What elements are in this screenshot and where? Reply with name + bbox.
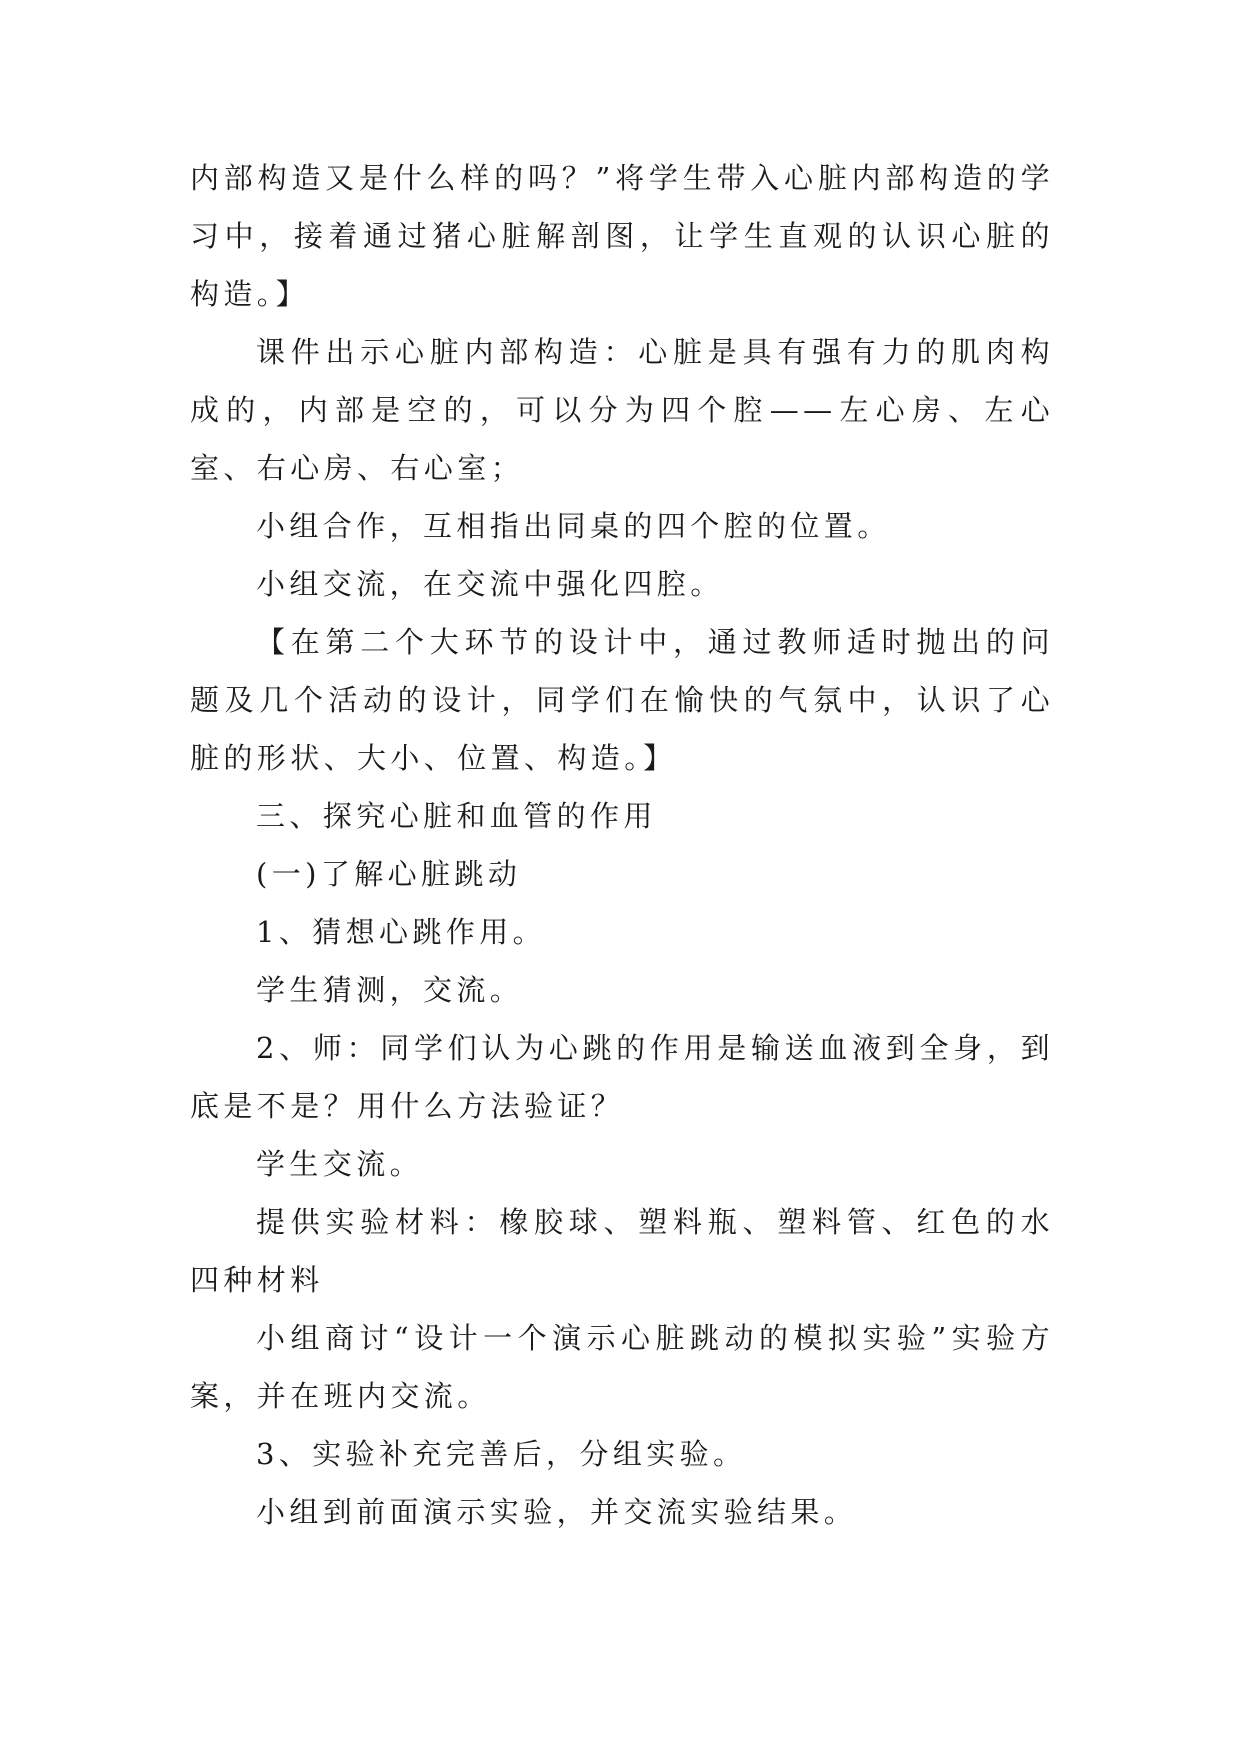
document-body — [190, 149, 1054, 1541]
paragraph: 小组交流，在交流中强化四腔。 — [256, 567, 724, 601]
section-heading: 三、探究心脏和血管的作用 — [256, 799, 657, 833]
paragraph: 2、师：同学们认为心跳的作用是输送血液到全身，到底是不是？用什么方法验证？ — [190, 1031, 1054, 1123]
paragraph: 小组到前面演示实验，并交流实验结果。 — [256, 1495, 858, 1529]
subsection-heading: (一)了解心脏跳动 — [256, 857, 522, 891]
paragraph: 内部构造又是什么样的吗？”将学生带入心脏内部构造的学习中，接着通过猪心脏解剖图，让学生直观的认识心脏的构造。】 — [190, 161, 1054, 311]
paragraph: 3、实验补充完善后，分组实验。 — [256, 1437, 747, 1471]
paragraph: 学生交流。 — [256, 1147, 424, 1181]
paragraph: 1、猜想心跳作用。 — [256, 915, 547, 949]
paragraph: 【在第二个大环节的设计中，通过教师适时抛出的问题及几个活动的设计，同学们在愉快的气氛中，认识了心脏的形状、大小、位置、构造。】 — [190, 625, 1054, 775]
paragraph: 提供实验材料：橡胶球、塑料瓶、塑料管、红色的水四种材料 — [190, 1205, 1054, 1297]
paragraph: 课件出示心脏内部构造：心脏是具有强有力的肌肉构成的，内部是空的，可以分为四个腔——左心房、左心室、右心房、右心室； — [190, 335, 1054, 485]
paragraph: 学生猜测，交流。 — [256, 973, 524, 1007]
paragraph: 小组商讨“设计一个演示心脏跳动的模拟实验”实验方案，并在班内交流。 — [190, 1321, 1054, 1413]
paragraph: 小组合作，互相指出同桌的四个腔的位置。 — [256, 509, 891, 543]
